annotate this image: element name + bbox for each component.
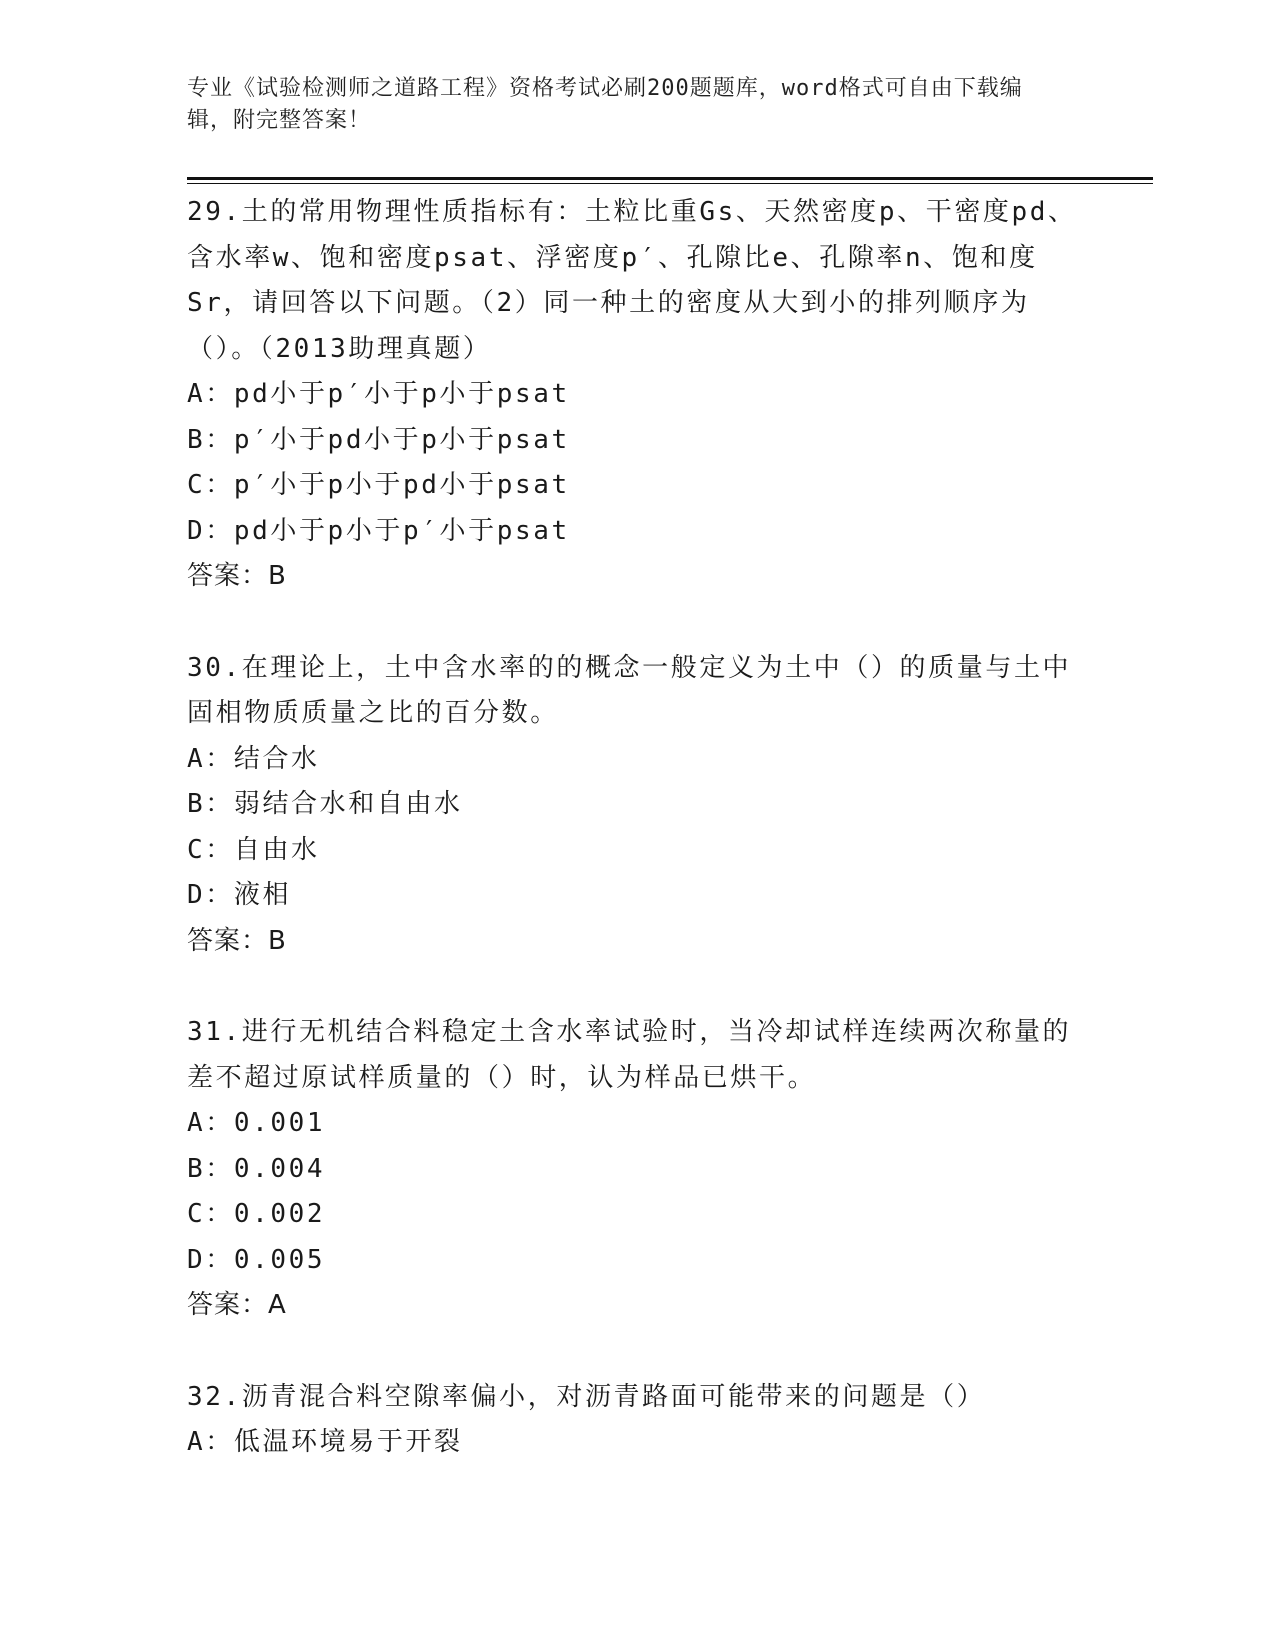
header-divider-thin (187, 183, 1153, 184)
option-d: D：0.005 (187, 1244, 326, 1275)
question-29 (187, 190, 1087, 600)
header-divider-thick (187, 177, 1153, 180)
option-a: A：0.001 (187, 1108, 326, 1138)
option-c: C：0.002 (187, 1199, 326, 1229)
option-a: A：pd小于p′小于p小于psat (187, 379, 570, 409)
option-d: D：液相 (187, 880, 292, 910)
question-stem: 32.沥青混合料空隙率偏小，对沥青路面可能带来的问题是（） (187, 1381, 986, 1412)
option-d: D：pd小于p小于p′小于psat (187, 515, 570, 546)
option-b: B：p′小于pd小于p小于psat (187, 424, 570, 455)
option-b: B：0.004 (187, 1153, 326, 1184)
document-header: 专业《试验检测师之道路工程》资格考试必刷200题题库，word格式可自由下载编辑，附完整答案！ (187, 76, 1023, 133)
question-stem: 31.进行无机结合料稳定土含水率试验时，当冷却试样连续两次称量的差不超过原试样质量的（）时，认为样品已烘干。 (187, 1017, 1072, 1093)
answer-text: 答案：A (187, 1290, 287, 1320)
question-31 (187, 1010, 1087, 1329)
option-c: C：自由水 (187, 834, 320, 865)
option-c: C：p′小于p小于pd小于psat (187, 470, 570, 500)
option-a: A：低温环境易于开裂 (187, 1427, 463, 1457)
question-32 (187, 1375, 1087, 1466)
answer-text: 答案：B (187, 561, 287, 591)
option-b: B：弱结合水和自由水 (187, 789, 463, 819)
question-stem: 30.在理论上，土中含水率的的概念一般定义为土中（）的质量与土中固相物质质量之比的百分数。 (187, 652, 1072, 728)
question-30 (187, 646, 1087, 965)
question-list (187, 190, 1087, 1512)
option-a: A：结合水 (187, 743, 320, 774)
question-stem: 29.土的常用物理性质指标有：土粒比重Gs、天然密度p、干密度pd、含水率w、饱和密度psat、浮密度p′、孔隙比e、孔隙率n、饱和度Sr，请回答以下问题。（2）同一种土的密度从大到小的排列顺序为（）。（2013助理真题） (187, 197, 1077, 364)
answer-text: 答案：B (187, 925, 287, 956)
